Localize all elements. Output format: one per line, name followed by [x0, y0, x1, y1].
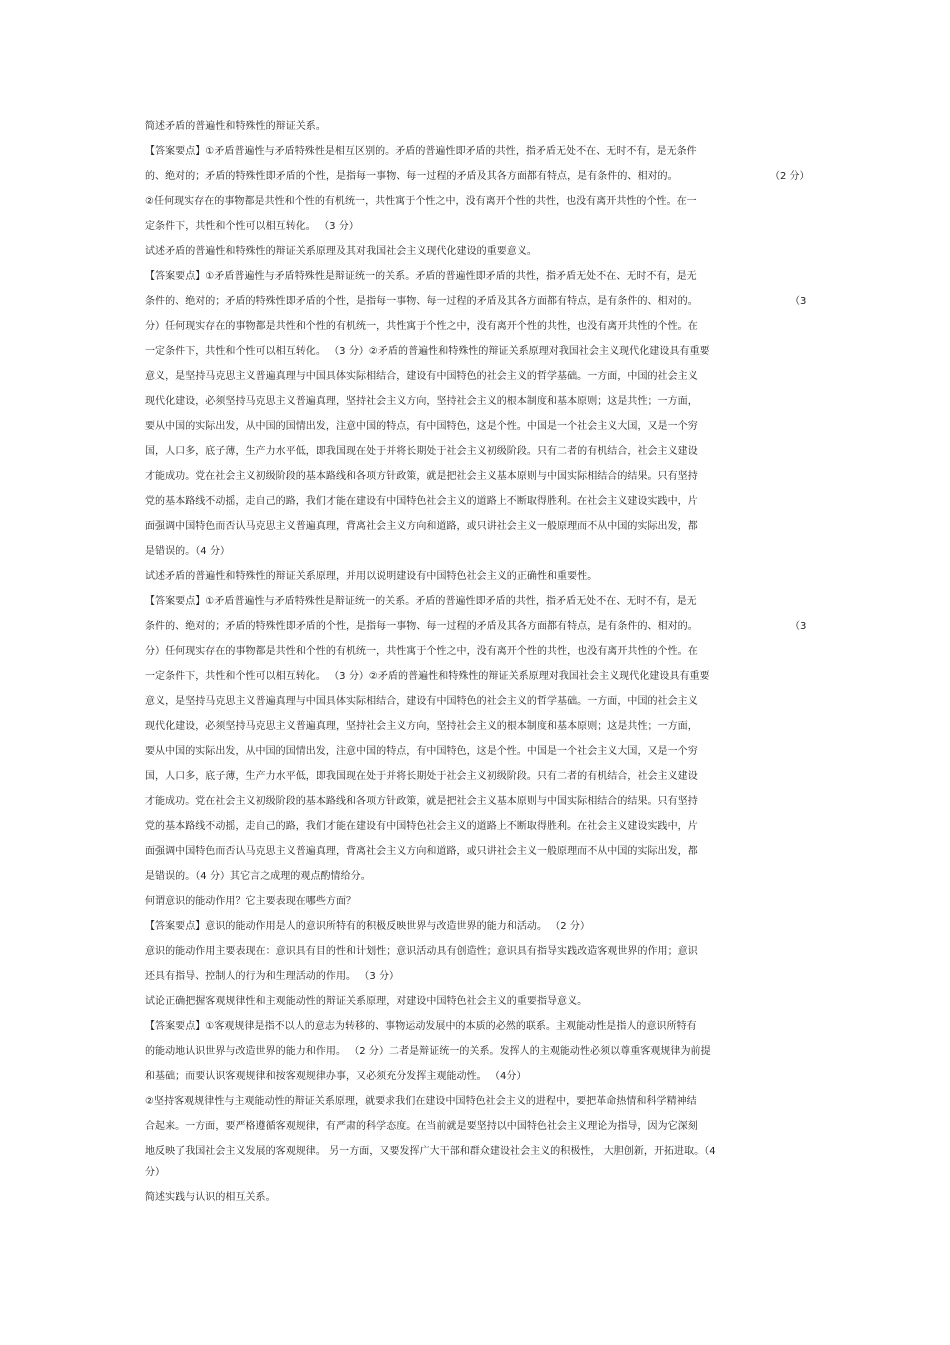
text-line: 才能成功。党在社会主义初级阶段的基本路线和各项方针政策，就是把社会主义基本原则与中国实际相结合的结果。只有坚持	[145, 796, 698, 807]
text-line: 要从中国的实际出发，从中国的国情出发，注意中国的特点，有中国特色，这是个性。中国是一个社会主义大国，又是一个穷	[145, 421, 698, 432]
text-line: 分）	[145, 1167, 166, 1178]
text-line: 面强调中国特色而否认马克思主义普遍真理，背离社会主义方向和道路，或只讲社会主义一般原理而不从中国的实际出发，都	[145, 521, 698, 532]
text-line: 地反映了我国社会主义发展的客观规律。 另一方面，又要发挥广大干部和群众建设社会主义的积极性， 大胆创新，开拓进取。（4	[145, 1146, 716, 1157]
text-line: ②任何现实存在的事物都是共性和个性的有机统一，共性寓于个性之中，没有离开个性的共性，也没有离开共性的个性。在一	[145, 196, 697, 207]
text-line: 条件的、绝对的；矛盾的特殊性即矛盾的个性，是指每一事物、每一过程的矛盾及其各方面都有特点，是有条件的、相对的。	[145, 296, 698, 307]
text-line: 现代化建设，必须坚持马克思主义普遍真理，坚持社会主义方向，坚持社会主义的根本制度和基本原则；这是共性；一方面，	[145, 396, 698, 407]
text-line: 试述矛盾的普遍性和特殊性的辩证关系原理及其对我国社会主义现代化建设的重要意义。	[145, 246, 537, 257]
text-line: 定条件下，共性和个性可以相互转化。 （3 分）	[145, 221, 359, 232]
text-line: 国，人口多，底子薄，生产力水平低，即我国现在处于并将长期处于社会主义初级阶段。只有二者的有机结合，社会主义建设	[145, 446, 698, 457]
text-line: 条件的、绝对的；矛盾的特殊性即矛盾的个性，是指每一事物、每一过程的矛盾及其各方面都有特点，是有条件的、相对的。	[145, 621, 698, 632]
text-line: 现代化建设，必须坚持马克思主义普遍真理，坚持社会主义方向，坚持社会主义的根本制度和基本原则；这是共性；一方面，	[145, 721, 698, 732]
text-line: 【答案要点】①矛盾普遍性与矛盾特殊性是辩证统一的关系。矛盾的普遍性即矛盾的共性，指矛盾无处不在、无时不有，是无	[145, 596, 697, 607]
text-line: 还具有指导、控制人的行为和生理活动的作用。 （3 分）	[145, 971, 400, 982]
margin-score: （3	[790, 621, 807, 632]
text-line: 分）任何现实存在的事物都是共性和个性的有机统一，共性寓于个性之中，没有离开个性的共性，也没有离开共性的个性。在	[145, 646, 698, 657]
text-line: 一定条件下，共性和个性可以相互转化。 （3 分）②矛盾的普遍性和特殊性的辩证关系原理对我国社会主义现代化建设具有重要	[145, 671, 710, 682]
text-line: 【答案要点】意识的能动作用是人的意识所特有的积极反映世界与改造世界的能力和活动。 （2 分）	[145, 921, 591, 932]
text-line: 意义，是坚持马克思主义普遍真理与中国具体实际相结合，建设有中国特色的社会主义的哲学基础。一方面，中国的社会主义	[145, 696, 698, 707]
text-line: 国，人口多，底子薄，生产力水平低，即我国现在处于并将长期处于社会主义初级阶段。只有二者的有机结合，社会主义建设	[145, 771, 698, 782]
text-line: 简述实践与认识的相互关系。	[145, 1192, 276, 1203]
margin-score: （3	[790, 296, 807, 307]
text-line: 【答案要点】①矛盾普遍性与矛盾特殊性是相互区别的。矛盾的普遍性即矛盾的共性，指矛盾无处不在、无时不有，是无条件	[145, 146, 697, 157]
text-line: 一定条件下，共性和个性可以相互转化。 （3 分）②矛盾的普遍性和特殊性的辩证关系原理对我国社会主义现代化建设具有重要	[145, 346, 710, 357]
text-line: 是错误的。（4 分）	[145, 546, 231, 557]
text-line: 是错误的。（4 分）其它言之成理的观点酌情给分。	[145, 871, 371, 882]
text-line: 面强调中国特色而否认马克思主义普遍真理，背离社会主义方向和道路，或只讲社会主义一般原理而不从中国的实际出发，都	[145, 846, 698, 857]
text-line: 【答案要点】①客观规律是指不以人的意志为转移的、事物运动发展中的本质的必然的联系。主观能动性是指人的意识所特有	[145, 1021, 697, 1032]
text-line: 试论正确把握客观规律性和主观能动性的辩证关系原理，对建设中国特色社会主义的重要指导意义。	[145, 996, 588, 1007]
text-line: ②坚持客观规律性与主观能动性的辩证关系原理，就要求我们在建设中国特色社会主义的进程中，要把革命热情和科学精神结	[145, 1096, 697, 1107]
text-line: 和基础；而要认识客观规律和按客观规律办事，又必须充分发挥主观能动性。 （4分）	[145, 1071, 527, 1082]
text-line: 才能成功。党在社会主义初级阶段的基本路线和各项方针政策，就是把社会主义基本原则与中国实际相结合的结果。只有坚持	[145, 471, 698, 482]
margin-score: （2 分）	[770, 171, 810, 182]
text-line: 的、绝对的；矛盾的特殊性即矛盾的个性，是指每一事物、每一过程的矛盾及其各方面都有特点，是有条件的、相对的。	[145, 171, 678, 182]
text-line: 意义，是坚持马克思主义普遍真理与中国具体实际相结合，建设有中国特色的社会主义的哲学基础。一方面，中国的社会主义	[145, 371, 698, 382]
text-line: 【答案要点】①矛盾普遍性与矛盾特殊性是辩证统一的关系。矛盾的普遍性即矛盾的共性，指矛盾无处不在、无时不有，是无	[145, 271, 697, 282]
text-line: 何谓意识的能动作用？它主要表现在哪些方面？	[145, 896, 357, 907]
text-line: 的能动地认识世界与改造世界的能力和作用。 （2 分）二者是辩证统一的关系。发挥人的主观能动性必须以尊重客观规律为前提	[145, 1046, 711, 1057]
text-line: 合起来。一方面，要严格遵循客观规律，有严肃的科学态度。在当前就是要坚持以中国特色社会主义理论为指导，因为它深刻	[145, 1121, 698, 1132]
text-line: 分）任何现实存在的事物都是共性和个性的有机统一，共性寓于个性之中，没有离开个性的共性，也没有离开共性的个性。在	[145, 321, 698, 332]
text-line: 党的基本路线不动摇，走自己的路，我们才能在建设有中国特色社会主义的道路上不断取得胜利。在社会主义建设实践中，片	[145, 821, 698, 832]
text-line: 要从中国的实际出发，从中国的国情出发，注意中国的特点，有中国特色，这是个性。中国是一个社会主义大国，又是一个穷	[145, 746, 698, 757]
text-line: 意识的能动作用主要表现在：意识具有目的性和计划性；意识活动具有创造性；意识具有指导实践改造客观世界的作用；意识	[145, 946, 698, 957]
text-line: 试述矛盾的普遍性和特殊性的辩证关系原理，并用以说明建设有中国特色社会主义的正确性和重要性。	[145, 571, 598, 582]
text-line: 党的基本路线不动摇，走自己的路，我们才能在建设有中国特色社会主义的道路上不断取得胜利。在社会主义建设实践中，片	[145, 496, 698, 507]
text-line: 简述矛盾的普遍性和特殊性的辩证关系。	[145, 121, 326, 132]
